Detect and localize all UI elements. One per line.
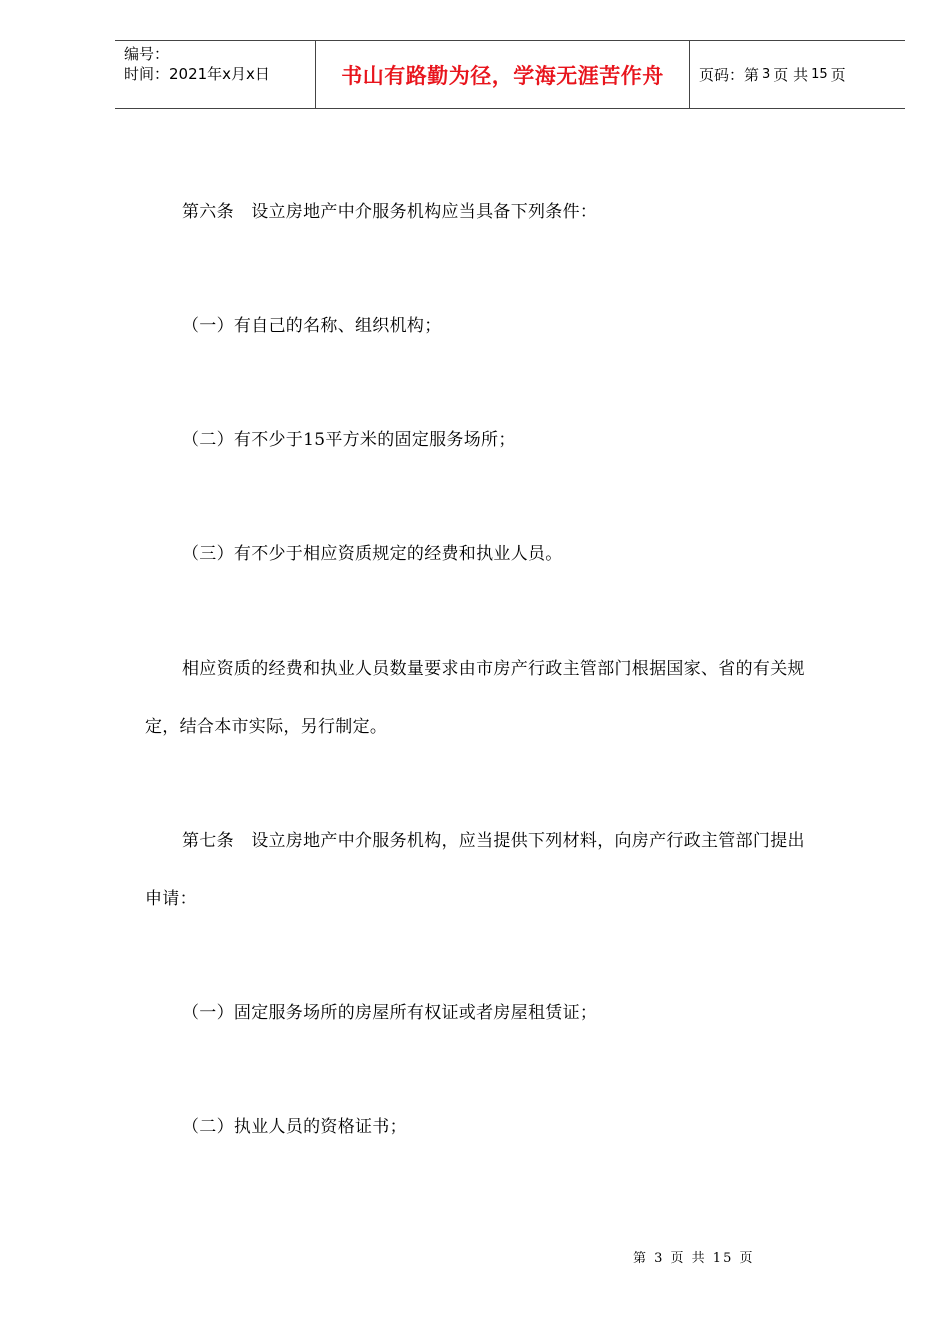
paragraph-line-1: 相应资质的经费和执业人员数量要求由市房产行政主管部门根据国家、省的有关规 bbox=[182, 659, 805, 679]
article-7-line-1: 第七条 设立房地产中介服务机构，应当提供下列材料，向房产行政主管部门提出 bbox=[182, 831, 805, 851]
page-prefix: 页码：第 bbox=[699, 66, 760, 84]
page-header bbox=[115, 40, 905, 109]
article-7-line-2: 申请： bbox=[145, 889, 197, 909]
page-suffix: 页 bbox=[830, 66, 846, 84]
header-page-cell bbox=[690, 41, 905, 108]
document-number-label: 编号： bbox=[124, 45, 170, 63]
condition-2: （二）有不少于15平方米的固定服务场所； bbox=[182, 430, 516, 450]
condition-1: （一）有自己的名称、组织机构； bbox=[182, 316, 442, 336]
document-time-label: 时间：2021年x月x日 bbox=[124, 65, 270, 83]
page-current: 3 bbox=[762, 67, 771, 82]
page-total: 15 bbox=[811, 67, 828, 82]
page-mid: 页 共 bbox=[773, 66, 809, 84]
article-6-heading: 第六条 设立房地产中介服务机构应当具备下列条件： bbox=[182, 202, 598, 222]
material-1: （一）固定服务场所的房屋所有权证或者房屋租赁证； bbox=[182, 1003, 598, 1023]
page-footer: 第 3 页 共 15 页 bbox=[633, 1251, 755, 1266]
condition-3: （三）有不少于相应资质规定的经费和执业人员。 bbox=[182, 544, 563, 564]
material-2: （二）执业人员的资格证书； bbox=[182, 1117, 407, 1137]
header-meta-cell bbox=[115, 41, 316, 108]
header-motto: 书山有路勤为径，学海无涯苦作舟 bbox=[341, 63, 664, 88]
header-motto-cell bbox=[316, 41, 690, 108]
paragraph-line-2: 定，结合本市实际，另行制定。 bbox=[145, 717, 388, 737]
